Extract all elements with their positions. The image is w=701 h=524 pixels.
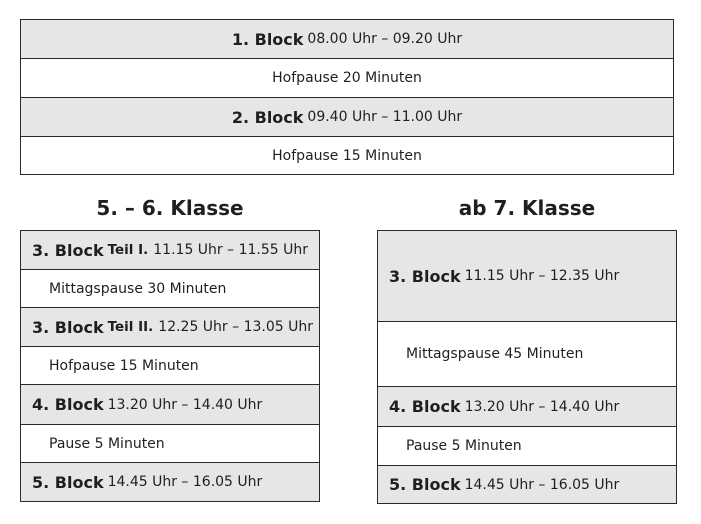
left-block3a-row: [21, 231, 319, 270]
right-block3-time: 11.15 Uhr – 12.35 Uhr: [464, 268, 620, 284]
right-heading: ab 7. Klasse: [458, 196, 596, 220]
block2-row: [21, 98, 673, 137]
right-block5-row: [378, 466, 676, 504]
left-block3a-part: Teil I.: [107, 242, 149, 258]
left-hof-row: [21, 347, 319, 385]
left-block5-row: [21, 463, 319, 502]
right-block5-label: 5. Block: [389, 475, 461, 494]
right-mittag-row: [378, 322, 676, 387]
left-mittag-text: Mittagspause 30 Minuten: [49, 280, 227, 297]
left-block5-label: 5. Block: [32, 472, 104, 492]
left-block3b-row: [21, 308, 319, 347]
hofpause1-text: Hofpause 20 Minuten: [272, 70, 422, 86]
right-pause-row: [378, 427, 676, 466]
left-pause-row: [21, 425, 319, 463]
left-block4-time: 13.20 Uhr – 14.40 Uhr: [107, 396, 263, 413]
hofpause2-text: Hofpause 15 Minuten: [272, 147, 422, 164]
left-block3b-label: 3. Block: [32, 317, 104, 337]
left-block3a-label: 3. Block: [32, 240, 104, 260]
right-block3-row: [378, 231, 676, 322]
block1-time: 08.00 Uhr – 09.20 Uhr: [307, 31, 463, 47]
left-block4-label: 4. Block: [32, 395, 104, 414]
top-schedule-table: [20, 19, 674, 175]
hofpause2-row: [21, 137, 673, 175]
right-block4-row: [378, 387, 676, 427]
left-block5-time: 14.45 Uhr – 16.05 Uhr: [107, 474, 263, 490]
right-schedule-table: [377, 230, 677, 504]
right-pause-text: Pause 5 Minuten: [406, 438, 522, 454]
left-pause-text: Pause 5 Minuten: [49, 435, 165, 452]
left-block4-row: [21, 385, 319, 425]
left-block3b-time: 12.25 Uhr – 13.05 Uhr: [158, 319, 313, 335]
hofpause1-row: [21, 59, 673, 98]
right-block3-label: 3. Block: [389, 266, 461, 286]
block1-row: [21, 20, 673, 59]
right-block4-label: 4. Block: [389, 397, 461, 416]
right-block5-time: 14.45 Uhr – 16.05 Uhr: [464, 476, 620, 493]
left-mittag-row: [21, 270, 319, 308]
block1-label: 1. Block: [231, 29, 304, 49]
block2-label: 2. Block: [231, 107, 304, 127]
right-mittag-text: Mittagspause 45 Minuten: [406, 346, 584, 362]
left-heading: 5. – 6. Klasse: [96, 196, 244, 220]
right-block4-time: 13.20 Uhr – 14.40 Uhr: [464, 398, 620, 415]
left-schedule-table: [20, 230, 320, 502]
left-hof-text: Hofpause 15 Minuten: [49, 357, 199, 374]
left-block3b-part: Teil II.: [107, 319, 154, 335]
left-block3a-time: 11.15 Uhr – 11.55 Uhr: [153, 242, 308, 258]
block2-time: 09.40 Uhr – 11.00 Uhr: [307, 109, 463, 125]
